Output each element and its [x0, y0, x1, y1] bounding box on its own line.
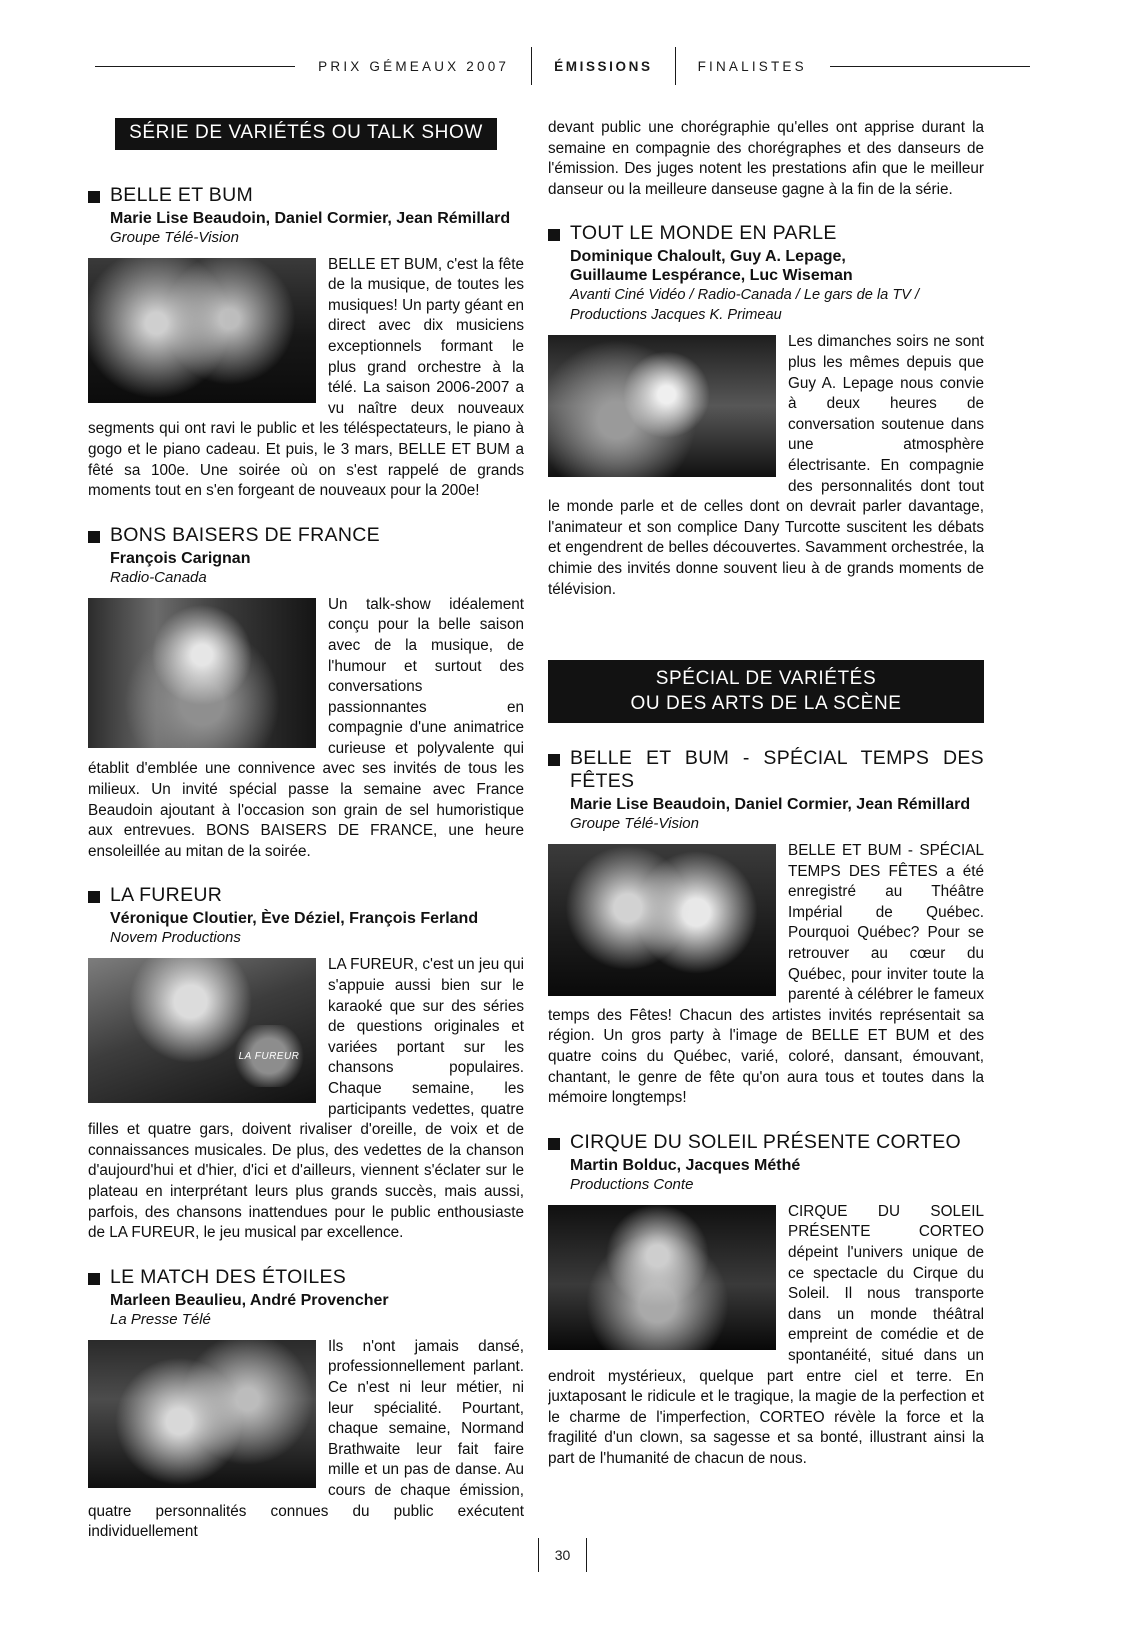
- belle-et-bum-photo: [88, 258, 316, 403]
- header-center: [296, 47, 829, 85]
- page-header: [95, 46, 1030, 86]
- section-banner-wrap-2: [548, 660, 984, 723]
- entry-title: LA FUREUR: [110, 884, 223, 907]
- entry-body: [88, 1337, 524, 1543]
- header-rule-right: [830, 66, 1030, 67]
- page-number: 30: [554, 1547, 571, 1563]
- entry-belle-et-bum-special: [548, 747, 984, 1109]
- entry-production-line-1: Avanti Ciné Vidéo / Radio-Canada / Le gars de la TV /: [570, 287, 920, 304]
- entry-body: [88, 255, 524, 502]
- entry-head: [548, 1131, 984, 1154]
- entry-title: BELLE ET BUM - SPÉCIAL TEMPS DES FÊTES: [570, 747, 984, 793]
- section-banner-serie-varietes: SÉRIE DE VARIÉTÉS OU TALK SHOW: [115, 118, 497, 150]
- entry-head: [88, 524, 524, 547]
- section-banner-wrap-1: [88, 118, 524, 170]
- bullet-square-icon: [548, 229, 560, 241]
- entry-people: Marie Lise Beaudoin, Daniel Cormier, Jean Rémillard: [110, 209, 511, 227]
- bullet-square-icon: [88, 191, 100, 203]
- entry-title: BONS BAISERS DE FRANCE: [110, 523, 380, 546]
- entry-body: [548, 332, 984, 600]
- entry-head: [88, 1266, 524, 1289]
- section-banner-line-2: OU DES ARTS DE LA SCÈNE: [630, 693, 902, 715]
- entry-people-line-2: Guillaume Lespérance, Luc Wiseman: [570, 267, 853, 285]
- entry-body: [88, 955, 524, 1243]
- entry-body: [88, 595, 524, 863]
- entry-la-fureur: [88, 884, 524, 1243]
- folio: [538, 1538, 588, 1572]
- entry-production: Radio-Canada: [110, 568, 207, 586]
- entry-title: BELLE ET BUM: [110, 183, 254, 206]
- header-rule-left: [95, 66, 295, 67]
- header-award-label: PRIX GÉMEAUX 2007: [318, 58, 510, 74]
- page-footer: [0, 1538, 1125, 1572]
- entry-people: Véronique Cloutier, Ève Déziel, François Ferland: [110, 910, 479, 928]
- entry-title: TOUT LE MONDE EN PARLE: [570, 222, 837, 245]
- entry-description: BELLE ET BUM - SPÉCIAL TEMPS DES FÊTES a été enregistré au Théâtre Impérial de Québec. Pourquoi Québec? Pour se retrouver au cœur du Québec, pour inviter toute la parenté à célébrer le fameux temps des Fêtes! Chacun des artistes invités représentait sa région. Un gros party à l'image de BELLE ET BUM et des quatre coins du Québec, varié, coloré, dansant, émouvant, chantant, le genre de fête qu'on aura tous et toutes dans la mémoire longtemps!: [548, 842, 984, 1107]
- entry-head: [88, 884, 524, 907]
- entry-production: Productions Conte: [570, 1175, 694, 1193]
- entry-bons-baisers-de-france: [88, 524, 524, 863]
- entry-head: [88, 184, 524, 207]
- entry-le-match-des-etoiles: [88, 1266, 524, 1543]
- section-banner-line-1: SPÉCIAL DE VARIÉTÉS: [655, 668, 877, 690]
- entry-description: Les dimanches soirs ne sont plus les mêmes depuis que Guy A. Lepage nous convie à deux heures de conversation soutenue dans une atmosphère électrisante. En compagnie des personnalités dont tout le monde parle et de celles dont on devrait parler davantage, l'animateur et son complice Dany Turcotte suscitent les débats et engendrent de belles découvertes. Savamment orchestrée, la chimie des invités donne souvent lieu à de grands moments de télévision.: [548, 333, 984, 598]
- header-section-label: ÉMISSIONS: [554, 58, 653, 74]
- entry-title: CIRQUE DU SOLEIL PRÉSENTE CORTEO: [570, 1130, 962, 1153]
- entry-production: Novem Productions: [110, 929, 241, 947]
- bullet-square-icon: [88, 531, 100, 543]
- bons-baisers-de-france-photo: [88, 598, 316, 748]
- section-banner-special-varietes: [548, 660, 984, 723]
- corteo-photo: [548, 1205, 776, 1350]
- entry-title: LE MATCH DES ÉTOILES: [110, 1265, 347, 1288]
- le-match-des-etoiles-photo: [88, 1340, 316, 1488]
- match-des-etoiles-continuation: devant public une chorégraphie qu'elles ont apprise durant la semaine en compagnie des chorégraphes et des danseurs de l'émission. Des juges notent les prestations afin que le meilleur danseur ou la meilleure danseuse gagne à la fin de la série.: [548, 119, 984, 198]
- entry-production-line-2: Productions Jacques K. Primeau: [570, 306, 782, 323]
- bullet-square-icon: [548, 754, 560, 766]
- belle-et-bum-special-photo: [548, 844, 776, 996]
- header-subsection-label: FINALISTES: [697, 58, 807, 74]
- entry-description: BELLE ET BUM, c'est la fête de la musique, de toutes les musiques! Un party géant en direct avec dix musiciens exceptionnels formant le plus grand orchestre à la télé. La saison 2006-2007 a vu naître deux nouveaux segments qui ont ravi le public et les téléspectateurs, le piano à gogo et le piano cadeau. Et puis, le 3 mars, BELLE ET BUM a fêté sa 100e. Une soirée où on s'est rappelé de grands moments tout en s'en forgeant de nouveaux pour la 200e!: [88, 255, 524, 500]
- folio-rule-right: [586, 1538, 587, 1572]
- entry-corteo: [548, 1131, 984, 1470]
- entry-production: La Presse Télé: [110, 1310, 211, 1328]
- la-fureur-photo: [88, 958, 316, 1103]
- entry-production: Groupe Télé-Vision: [110, 228, 239, 246]
- entry-description: LA FUREUR, c'est un jeu qui s'appuie aussi bien sur le karaoké que sur des séries de questions originales et variées portant sur les chansons populaires. Chaque semaine, les participants vedettes, quatre filles et quatre gars, doivent rivaliser d'oreille, de voix et de connaissances musicales. De plus, des vedettes de la chanson d'aujourd'hui et d'hier, d'ici et d'ailleurs, viennent s'éclater sur le plateau en interprétant leurs plus grands succès, mais aussi, parfois, des chansons inattendues pour le public enthousiaste de LA FUREUR, le jeu musical par excellence.: [88, 956, 524, 1242]
- entry-people-line-1: Dominique Chaloult, Guy A. Lepage,: [570, 248, 846, 266]
- entry-people: Marie Lise Beaudoin, Daniel Cormier, Jean Rémillard: [570, 796, 971, 814]
- entry-production: Groupe Télé-Vision: [570, 815, 699, 833]
- bullet-square-icon: [88, 1273, 100, 1285]
- entry-description: CIRQUE DU SOLEIL PRÉSENTE CORTEO dépeint l'univers unique de ce spectacle du Cirque du Soleil. Il nous transporte dans un monde théâtral empreint de comédie et de spontanéité, situé dans un endroit mystérieux, quelque part entre ciel et terre. En juxtaposant le ridicule et le tragique, la magie de la perfection et le charme de l'imperfection, CORTEO révèle la force et la fragilité d'un clown, sa sagesse et sa bonté, illustrant ainsi la part de l'humanité de chacun de nous.: [548, 1202, 984, 1467]
- bullet-square-icon: [88, 891, 100, 903]
- left-column: [88, 118, 524, 1551]
- entry-belle-et-bum: [88, 184, 524, 502]
- entry-body: [548, 1202, 984, 1470]
- entry-description: Un talk-show idéalement conçu pour la belle saison avec de la musique, de l'humour et surtout des conversations passionnantes en compagnie d'une animatrice curieuse et polyvalente qui établit d'emblée une connivence avec ses invités de tous les milieux. Un invité spécial passe la semaine avec France Beaudoin ajoutant à l'occasion son grain de sel humoristique aux entrevues. BONS BAISERS DE FRANCE, une heure ensoleillée au mitan de la soirée.: [88, 595, 524, 860]
- entry-description: Ils n'ont jamais dansé, professionnellement parlant. Ce n'est ni leur métier, ni leur spécialité. Pourtant, chaque semaine, Normand Brathwaite leur fait faire mille et un pas de danse. Au cours de chaque émission, quatre personnalités connues du public exécutent individuellement: [88, 1337, 524, 1541]
- entry-people: Martin Bolduc, Jacques Méthé: [570, 1156, 801, 1174]
- entry-head: [548, 747, 984, 793]
- entry-body: [548, 841, 984, 1109]
- entry-people: Marleen Beaulieu, André Provencher: [110, 1291, 389, 1309]
- bullet-square-icon: [548, 1138, 560, 1150]
- right-column: [548, 118, 984, 1478]
- la-fureur-logo-icon: LA FUREUR: [230, 1025, 308, 1087]
- entry-people: François Carignan: [110, 549, 251, 567]
- entry-tout-le-monde-en-parle: [548, 222, 984, 600]
- entry-head: [548, 222, 984, 245]
- tout-le-monde-en-parle-photo: [548, 335, 776, 477]
